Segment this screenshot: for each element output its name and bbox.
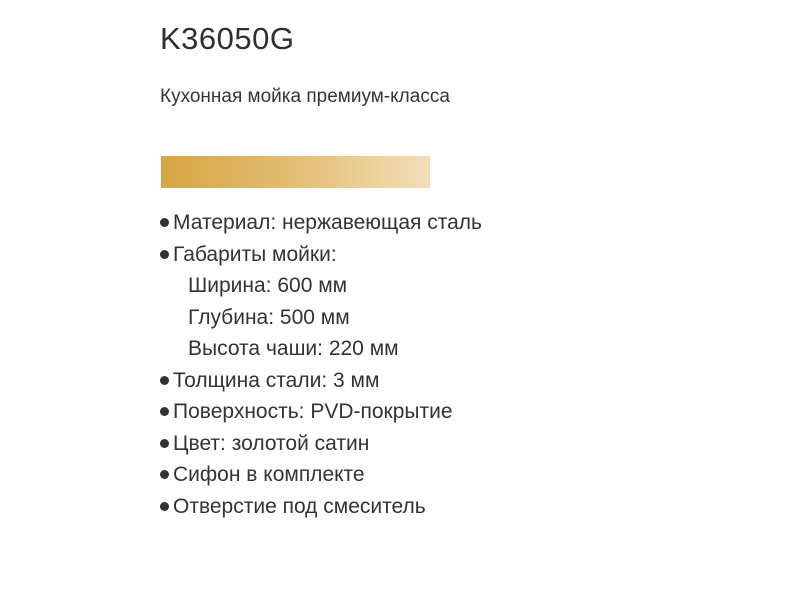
spec-item-dimensions — [160, 239, 482, 271]
spec-text: Поверхность: PVD-покрытие — [173, 400, 453, 423]
bullet-icon — [160, 376, 169, 385]
product-code: K36050G — [160, 21, 295, 56]
spec-text: Толщина стали: 3 мм — [173, 368, 380, 392]
gold-accent-bar — [161, 156, 430, 188]
spec-item-material — [160, 207, 482, 239]
bullet-icon — [160, 439, 169, 448]
spec-text: Глубина: 500 мм — [188, 305, 350, 329]
spec-item-thickness — [160, 365, 482, 397]
product-subtitle: Кухонная мойка премиум-класса — [160, 86, 450, 107]
spec-item-color — [160, 428, 482, 460]
spec-text: Цвет: золотой сатин — [173, 431, 370, 455]
spec-text: Материал: нержавеющая сталь — [173, 211, 482, 234]
spec-text: Ширина: 600 мм — [188, 274, 348, 297]
spec-subitem-width — [160, 270, 482, 302]
spec-list — [160, 207, 482, 522]
spec-subitem-depth — [160, 302, 482, 334]
spec-text: Сифон в комплекте — [173, 463, 365, 486]
spec-subitem-bowl-height — [160, 333, 482, 365]
bullet-icon — [160, 218, 169, 227]
spec-item-surface — [160, 396, 482, 428]
spec-item-mixer-hole — [160, 491, 482, 523]
spec-text: Отверстие под смеситель — [173, 494, 426, 518]
spec-item-siphon — [160, 459, 482, 491]
bullet-icon — [160, 470, 169, 479]
spec-text: Высота чаши: 220 мм — [188, 337, 399, 360]
spec-text: Габариты мойки: — [173, 242, 337, 266]
bullet-icon — [160, 250, 169, 259]
bullet-icon — [160, 407, 169, 416]
bullet-icon — [160, 502, 169, 511]
